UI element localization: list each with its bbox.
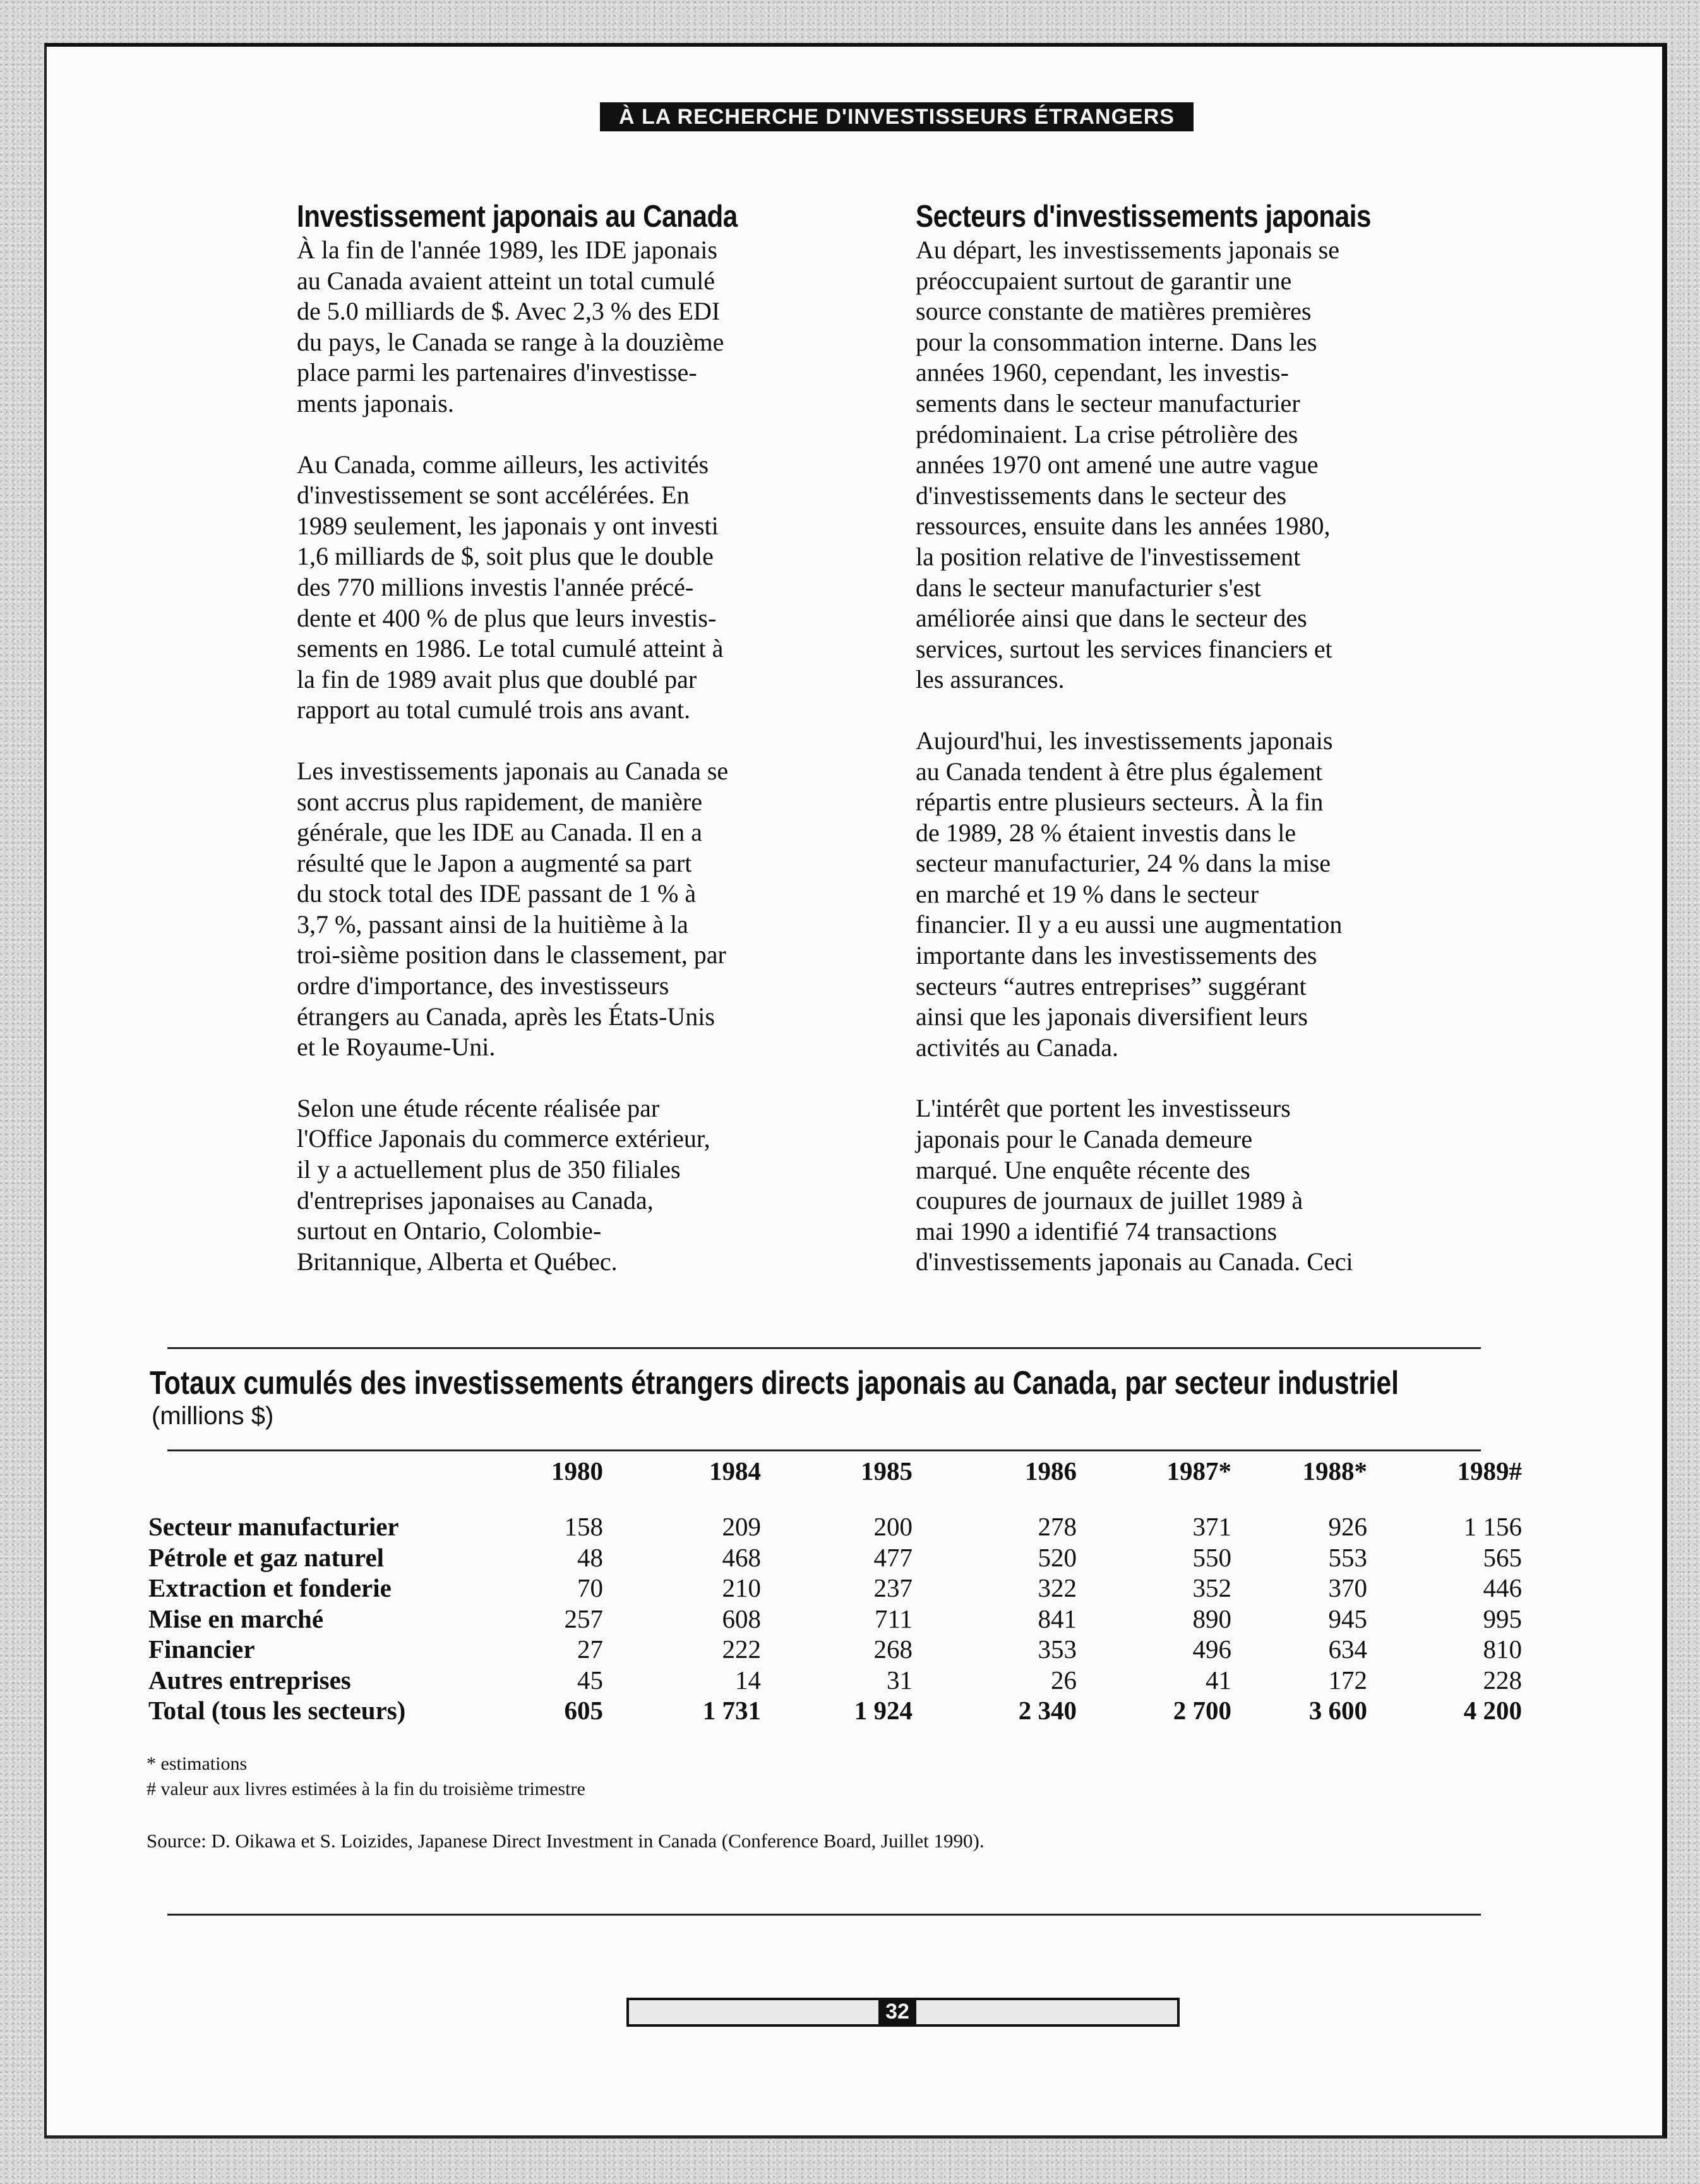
table-header-year: 1987* [1166,1456,1231,1485]
table-cell: 222 [722,1635,761,1664]
row-label: Extraction et fonderie [148,1573,392,1602]
table-cell: 31 [887,1665,913,1695]
right-paragraph-1: Au départ, les investissements japonais se préoccupaient surtout de garantir une source constante de matières premières pour la consommation interne. Dans les années 1960, cependant, les investis- sements dans le secteur manufacturier prédominaient. La crise pétrolière des années 1970 ont amené une autre vague d'investissements dans le secteur des ressources, ensuite dans les années 1980, la position relative de l'investissement dans le secteur manufacturier s'est améliorée ainsi que dans le secteur des services, surtout les services financiers et les assurances. [916,236,1339,694]
table-cell: 158 [564,1512,603,1541]
table-row [148,1634,1522,1665]
table-cell: 605 [564,1696,603,1725]
table-header-year: 1988* [1302,1456,1367,1485]
table-cell: 228 [1483,1665,1522,1695]
table-header-year: 1989# [1457,1456,1522,1485]
table-cell: 14 [735,1665,761,1695]
table-row [148,1573,1522,1604]
table-row [148,1496,1522,1542]
left-column-title: Investissement japonais au Canada [297,200,738,234]
table-cell: 520 [1038,1542,1077,1572]
table-cell: 3 600 [1308,1696,1367,1725]
right-paragraph-2: Aujourd'hui, les investissements japonais au Canada tendent à être plus également répartis entre plusieurs secteurs. À la fin de 1989, 28 % étaient investis dans le secteur manufacturier, 24 % dans la mise en marché et 19 % dans le secteur financier. Il y a eu aussi une augmentation importante dans les investissements des secteurs “autres entreprises” suggérant ainsi que les japonais diversifient leurs activités au Canada. [916,726,1343,1062]
table-cell: 926 [1328,1512,1367,1541]
table-source: Source: D. Oikawa et S. Loizides, Japanese Direct Investment in Canada (Conference Board, Juillet 1990). [147,1830,985,1852]
table-cell: 634 [1328,1635,1367,1664]
table-cell: 2 700 [1173,1696,1231,1725]
table-notes [147,1751,585,1802]
table-header-year: 1986 [1025,1456,1077,1485]
table-cell: 27 [577,1635,603,1664]
page-number: 32 [878,1999,916,2024]
table-cell: 322 [1038,1573,1077,1602]
table-cell: 278 [1038,1512,1077,1541]
row-label: Secteur manufacturier [148,1512,399,1541]
note-estimations: * estimations [147,1753,248,1774]
table-cell: 41 [1206,1665,1231,1695]
section-divider [167,1347,1481,1349]
table-cell: 70 [577,1573,603,1602]
table-header-row [148,1456,1522,1496]
row-label: Pétrole et gaz naturel [148,1542,385,1572]
left-column [297,200,821,1307]
row-label: Autres entreprises [148,1665,351,1695]
table-cell: 608 [722,1604,761,1633]
table-cell: 172 [1328,1665,1367,1695]
table-cell: 353 [1038,1635,1077,1664]
table-cell: 446 [1483,1573,1522,1602]
row-label: Financier [148,1635,255,1664]
table-cell: 370 [1328,1573,1367,1602]
table-cell: 48 [577,1542,603,1572]
row-label: Total (tous les secteurs) [148,1696,406,1725]
row-label: Mise en marché [148,1604,324,1633]
table-header-blank [148,1456,483,1496]
table-cell: 209 [722,1512,761,1541]
left-paragraph-1: À la fin de l'année 1989, les IDE japonais au Canada avaient atteint un total cumulé de 5.0 milliards de $. Avec 2,3 % des EDI du pays, le Canada se range à la douzième place parmi les partenaires d'investisse- ments japonais. [297,236,724,417]
bottom-divider [167,1914,1481,1916]
table-cell: 496 [1192,1635,1231,1664]
table-header-year: 1985 [861,1456,913,1485]
table-cell: 550 [1192,1542,1231,1572]
right-column [916,200,1484,1308]
table-header-year: 1984 [709,1456,761,1485]
table-cell: 553 [1328,1542,1367,1572]
table-top-rule [167,1449,1481,1451]
table-cell: 257 [564,1604,603,1633]
right-paragraph-3: L'intérêt que portent les investisseurs japonais pour le Canada demeure marqué. Une enquête récente des coupures de journaux de juillet 1989 à mai 1990 a identifié 74 transactions d'investissements japonais au Canada. Ceci [916,1094,1353,1276]
table-cell: 995 [1483,1604,1522,1633]
note-book-value: # valeur aux livres estimées à la fin du troisième trimestre [147,1779,585,1799]
table-cell: 841 [1038,1604,1077,1633]
table-total-row [148,1695,1522,1726]
table-cell: 26 [1051,1665,1077,1695]
page-footer-box [626,1998,1180,2027]
table-cell: 1 924 [854,1696,913,1725]
table-cell: 237 [873,1573,913,1602]
left-paragraph-3: Les investissements japonais au Canada se sont accrus plus rapidement, de manière générale, que les IDE au Canada. Il en a résulté que le Japon a augmenté sa part du stock total des IDE passant de 1 % à 3,7 %, passant ainsi de la huitième à la troi-sième position dans le classement, par ordre d'importance, des investisseurs étrangers au Canada, après les États-Unis et le Royaume-Uni. [297,756,729,1062]
table-cell: 890 [1192,1604,1231,1633]
table-cell: 1 156 [1463,1512,1522,1541]
table-cell: 200 [873,1512,913,1541]
left-paragraph-4: Selon une étude récente réalisée par l'Office Japonais du commerce extérieur, il y a actuellement plus de 350 filiales d'entreprises japonaises au Canada, surtout en Ontario, Colombie- Britannique, Alberta et Québec. [297,1093,710,1276]
table-cell: 477 [873,1542,913,1572]
table-cell: 45 [577,1665,603,1695]
left-paragraph-2: Au Canada, comme ailleurs, les activités d'investissement se sont accélérées. En 1989 seulement, les japonais y ont investi 1,6 milliards de $, soit plus que le double des 770 millions investis l'année précé- dente et 400 % de plus que leurs investis- sements en 1986. Le total cumulé atteint à la fin de 1989 avait plus que doublé par rapport au total cumulé trois ans avant. [297,450,724,724]
table-cell: 468 [722,1542,761,1572]
table-cell: 810 [1483,1635,1522,1664]
table-header-year: 1980 [551,1456,603,1485]
table-cell: 352 [1192,1573,1231,1602]
table-cell: 565 [1483,1542,1522,1572]
table-title: Totaux cumulés des investissements étrangers directs japonais au Canada, par secteur industriel [150,1365,1399,1401]
table-cell: 210 [722,1573,761,1602]
table-row [148,1542,1522,1573]
table-cell: 711 [875,1604,913,1633]
table-unit: (millions $) [152,1402,274,1430]
table-cell: 1 731 [702,1696,761,1725]
table-cell: 268 [873,1635,913,1664]
investment-table [148,1456,1522,1726]
table-cell: 945 [1328,1604,1367,1633]
table-cell: 371 [1192,1512,1231,1541]
table-cell: 2 340 [1018,1696,1077,1725]
table-row [148,1604,1522,1635]
table-row [148,1665,1522,1696]
table-cell: 4 200 [1463,1696,1522,1725]
section-banner: À LA RECHERCHE D'INVESTISSEURS ÉTRANGERS [600,102,1194,131]
right-column-title: Secteurs d'investissements japonais [916,200,1372,234]
